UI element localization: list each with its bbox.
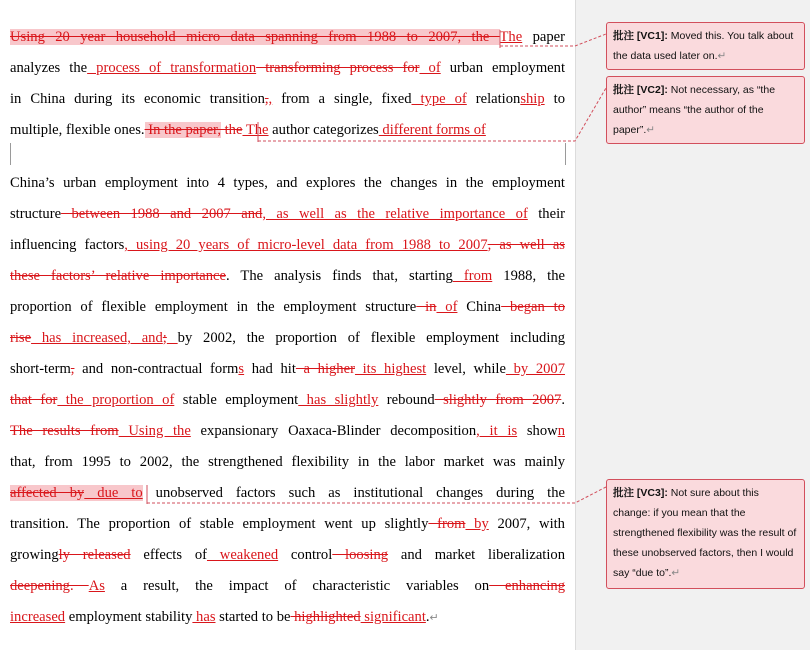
deletion: In the paper, (144, 122, 221, 138)
comment-author-tag (613, 30, 668, 42)
p2-line-4 (10, 261, 565, 292)
p2-line-15 (10, 602, 565, 633)
text: effects of (130, 547, 207, 563)
insertion: the proportion of (57, 392, 175, 408)
p1-line-3 (10, 84, 565, 115)
deletion: slightly from 2007 (434, 392, 562, 408)
insertion: due to (84, 485, 143, 501)
insertion: , as well as the relative importance of (262, 206, 528, 222)
p2-line-9 (10, 416, 565, 447)
text: from a single, fixed (272, 91, 412, 107)
insertion (167, 330, 178, 346)
deletion: from (428, 516, 466, 532)
deletion: the (220, 122, 243, 138)
insertion: has increased, and (31, 330, 163, 346)
p1-line-2 (10, 53, 565, 84)
deletion: began to (501, 299, 565, 315)
paragraph-1[interactable] (10, 22, 565, 146)
text: structure (10, 206, 62, 222)
deletion: , as well as (487, 237, 565, 253)
comment-text: Not necessary, as “the author” means “the author of the paper”. (613, 84, 776, 136)
insertion: s (238, 361, 245, 377)
text: analyzes the (10, 60, 88, 76)
deletion: between 1988 and 2007 and (61, 206, 263, 222)
deletion: , (264, 91, 269, 107)
text: stable employment (174, 392, 299, 408)
text: China’s urban employment into 4 types, and explores the changes in the employment (10, 175, 565, 191)
text: their (527, 206, 565, 222)
insertion: The (242, 122, 269, 138)
text: multiple, flexible ones. (10, 122, 145, 138)
p2-line-7 (10, 354, 565, 385)
comment-author-tag (613, 487, 668, 499)
insertion: from (452, 268, 493, 284)
comment-label: 批注 (613, 487, 637, 499)
p2-line-5 (10, 292, 565, 323)
text: . The analysis finds that, starting (226, 268, 453, 284)
comment-text: Moved this. You talk about the data used later on. (613, 30, 794, 62)
text: level, while (426, 361, 506, 377)
text: had hit (244, 361, 296, 377)
deletion: rise (10, 330, 32, 346)
comment-text: Not sure about this change: if you mean that the strengthened flexibility was the result of these unobserved factors, then I would say “due to”. (613, 487, 797, 579)
text: author categorizes (268, 122, 379, 138)
p1-line-1 (10, 22, 565, 53)
deletion: highlighted (290, 609, 361, 625)
insertion: significant (360, 609, 426, 625)
text: and market liberalization (388, 547, 566, 563)
text: started to be (215, 609, 291, 625)
text: employment stability (65, 609, 193, 625)
insertion: process of transformation (87, 60, 257, 76)
text: short-term (10, 361, 71, 377)
text: in China during its economic transition (10, 91, 265, 107)
text: growing (10, 547, 59, 563)
insertion: of (419, 60, 441, 76)
insertion: , (268, 91, 273, 107)
p2-line-10 (10, 447, 565, 478)
deletion: ly released (58, 547, 131, 563)
p2-line-2 (10, 199, 565, 230)
insertion: The (499, 29, 523, 45)
p2-line-8 (10, 385, 565, 416)
comment-label: 批注 (613, 30, 637, 42)
paragraph-mark: ↵ (717, 50, 727, 62)
text: rebound (378, 392, 435, 408)
moved-deletion: Using 20 year household micro data spanning from 1988 to 2007, the (10, 29, 500, 45)
insertion: ship (520, 91, 545, 107)
text: 1988, the (492, 268, 565, 284)
paragraph-mark: ↵ (646, 124, 656, 136)
p1-line-4 (10, 115, 565, 146)
deletion: enhancing (489, 578, 565, 594)
text: paper (522, 29, 565, 45)
text: relation (466, 91, 521, 107)
text: 2007, with (488, 516, 565, 532)
comment-id: [VC2]: (636, 84, 668, 96)
text: . (561, 392, 565, 408)
comment-id: [VC3]: (636, 487, 668, 499)
deletion: . (69, 578, 89, 594)
insertion: its highest (354, 361, 427, 377)
text: to (544, 91, 565, 107)
p2-line-11 (10, 478, 565, 509)
text: show (517, 423, 558, 439)
paragraph-mark: ↵ (671, 567, 681, 579)
deletion: loosing (332, 547, 389, 563)
deletion: transforming process for (256, 60, 420, 76)
p2-line-3 (10, 230, 565, 261)
text: that, from 1995 to 2002, the strengthened flexibility in the labor market was mainly (10, 454, 565, 470)
insertion: has slightly (298, 392, 379, 408)
text: a result, the impact of characteristic variables on (104, 578, 490, 594)
insertion: has (192, 609, 216, 625)
comment-author-tag (613, 84, 668, 96)
paragraph-mark: ↵ (429, 612, 439, 624)
text: . (425, 609, 430, 625)
insertion: by (465, 516, 489, 532)
p2-line-6 (10, 323, 565, 354)
insertion: , it is (476, 423, 518, 439)
text: expansionary Oaxaca-Blinder decomposition (190, 423, 477, 439)
p2-line-13 (10, 540, 565, 571)
text: and non-contractual form (74, 361, 239, 377)
p2-line-12 (10, 509, 565, 540)
insertion: increased (10, 609, 66, 625)
deletion: that for (10, 392, 58, 408)
comment-label: 批注 (613, 84, 637, 96)
deletion: affected by (10, 485, 85, 501)
insertion: Using the (118, 423, 191, 439)
text: China (457, 299, 502, 315)
deletion: deepening (10, 578, 70, 594)
text: unobserved factors such as institutional changes during the (142, 485, 565, 501)
insertion: type of (411, 91, 467, 107)
page-break-marker (10, 143, 566, 165)
deletion: The results from (10, 423, 119, 439)
comment-id: [VC1]: (636, 30, 668, 42)
text: urban employment (440, 60, 565, 76)
comment-vc3[interactable] (606, 479, 805, 589)
p2-line-14 (10, 571, 565, 602)
text: by 2002, the proportion of flexible employment including (177, 330, 565, 346)
insertion: , using 20 years of micro-level data from 1988 to 2007 (124, 237, 488, 253)
deletion: a higher (295, 361, 355, 377)
text: proportion of flexible employment in the employment structure (10, 299, 417, 315)
insertion: As (88, 578, 105, 594)
comment-vc2[interactable] (606, 76, 805, 144)
deletion: , (70, 361, 75, 377)
text: influencing factors (10, 237, 125, 253)
paragraph-2[interactable] (10, 168, 565, 633)
insertion: n (557, 423, 565, 439)
deletion: ; (162, 330, 167, 346)
insertion: weakened (206, 547, 279, 563)
deletion: these factors’ relative importance (10, 268, 226, 284)
insertion: different forms of (378, 122, 486, 138)
insertion: by 2007 (505, 361, 566, 377)
insertion: of (436, 299, 458, 315)
text: control (278, 547, 333, 563)
deletion: in (416, 299, 437, 315)
p2-line-1 (10, 168, 565, 199)
comment-vc1[interactable] (606, 22, 805, 70)
text: transition. The proportion of stable employment went up slightly (10, 516, 429, 532)
